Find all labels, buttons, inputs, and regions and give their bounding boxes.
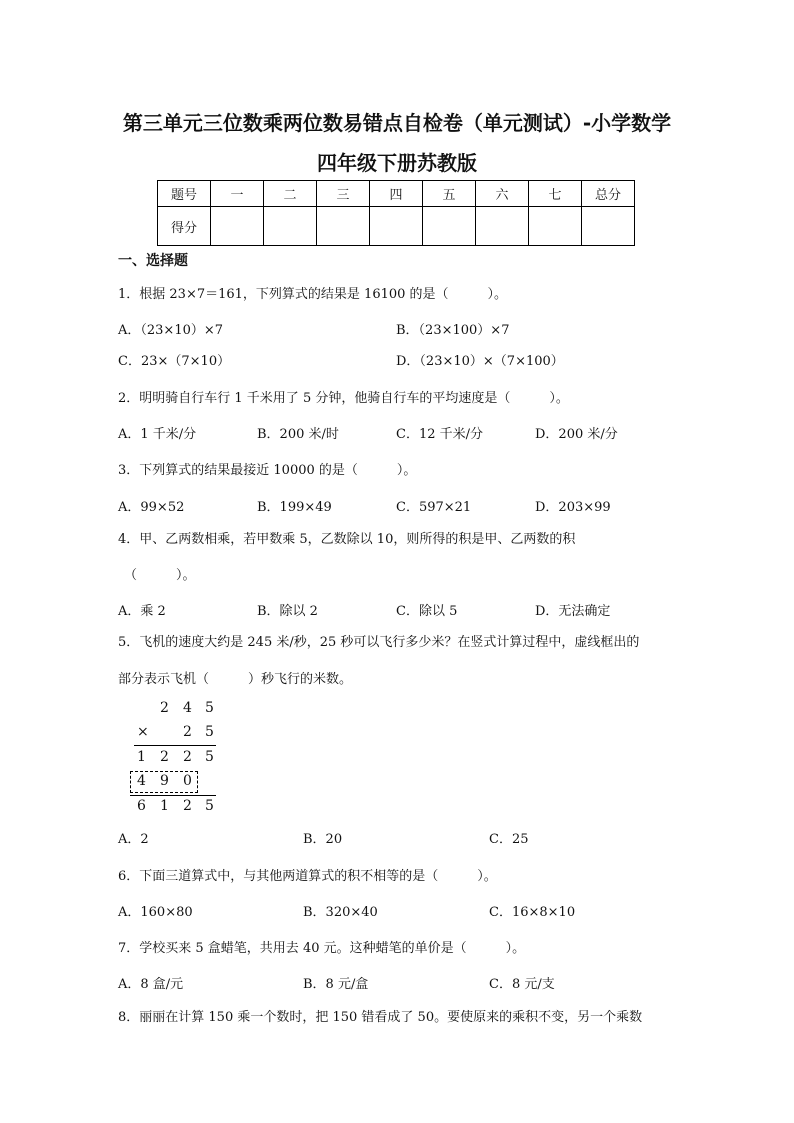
score-cell[interactable] bbox=[476, 207, 529, 246]
q1-option-a[interactable]: A．（23×10）×7 bbox=[118, 323, 224, 338]
calc-digit: 2 bbox=[183, 798, 192, 814]
score-cell[interactable] bbox=[423, 207, 476, 246]
score-cell[interactable] bbox=[317, 207, 370, 246]
calc-rule bbox=[134, 745, 216, 746]
calc-digit: 4 bbox=[137, 773, 146, 789]
question-4-stem-cont: （ ）。 bbox=[124, 568, 196, 583]
score-header-cell: 一 bbox=[211, 181, 264, 207]
question-5-stem-cont: 部分表示飞机（ ）秒飞行的米数。 bbox=[118, 672, 353, 687]
q7-option-a[interactable]: A．8 盒/元 bbox=[118, 977, 184, 992]
question-1-stem: 1．根据 23×7＝161，下列算式的结果是 16100 的是（ ）。 bbox=[118, 287, 508, 302]
q7-option-b[interactable]: B．8 元/盒 bbox=[303, 977, 369, 992]
score-row-label: 得分 bbox=[158, 207, 211, 246]
q4-option-b[interactable]: B．除以 2 bbox=[257, 604, 318, 619]
score-cell[interactable] bbox=[264, 207, 317, 246]
question-3-stem: 3．下列算式的结果最接近 10000 的是（ ）。 bbox=[118, 463, 417, 478]
q2-option-c[interactable]: C．12 千米/分 bbox=[396, 427, 484, 442]
question-4-stem: 4．甲、乙两数相乘，若甲数乘 5，乙数除以 10，则所得的积是甲、乙两数的积 bbox=[118, 532, 576, 547]
page-title: 第三单元三位数乘两位数易错点自检卷（单元测试）-小学数学 bbox=[122, 111, 672, 135]
calc-digit: 0 bbox=[183, 773, 192, 789]
calc-digit: 4 bbox=[183, 700, 192, 716]
q5-option-a[interactable]: A．2 bbox=[118, 832, 149, 847]
calc-digit: 5 bbox=[205, 798, 214, 814]
q6-option-a[interactable]: A．160×80 bbox=[118, 905, 193, 920]
q4-option-c[interactable]: C．除以 5 bbox=[396, 604, 458, 619]
calc-digit: 2 bbox=[160, 700, 169, 716]
q2-option-d[interactable]: D．200 米/分 bbox=[535, 427, 618, 442]
score-cell[interactable] bbox=[211, 207, 264, 246]
question-5-stem: 5．飞机的速度大约是 245 米/秒，25 秒可以飞行多少米？在竖式计算过程中，虚线框出的 bbox=[118, 635, 640, 650]
calc-digit: 5 bbox=[205, 700, 214, 716]
q2-option-b[interactable]: B．200 米/时 bbox=[257, 427, 339, 442]
calc-digit: 6 bbox=[137, 798, 146, 814]
calc-digit: 1 bbox=[137, 749, 146, 765]
score-table-score-row bbox=[158, 207, 635, 246]
score-table-header-row bbox=[158, 181, 635, 207]
page-subtitle: 四年级下册苏教版 bbox=[317, 151, 477, 175]
score-header-cell: 四 bbox=[370, 181, 423, 207]
score-header-cell: 五 bbox=[423, 181, 476, 207]
calc-digit: 1 bbox=[160, 798, 169, 814]
q3-option-d[interactable]: D．203×99 bbox=[535, 500, 611, 515]
score-header-cell: 二 bbox=[264, 181, 317, 207]
q6-option-c[interactable]: C．16×8×10 bbox=[489, 905, 576, 920]
score-header-cell: 题号 bbox=[158, 181, 211, 207]
q4-option-d[interactable]: D．无法确定 bbox=[535, 604, 611, 619]
question-6-stem: 6．下面三道算式中，与其他两道算式的积不相等的是（ ）。 bbox=[118, 869, 497, 884]
q7-option-c[interactable]: C．8 元/支 bbox=[489, 977, 555, 992]
times-sign: × bbox=[137, 724, 149, 740]
calc-digit: 2 bbox=[183, 749, 192, 765]
q1-option-d[interactable]: D．（23×10）×（7×100） bbox=[396, 354, 564, 369]
question-8-stem: 8．丽丽在计算 150 乘一个数时，把 150 错看成了 50。要使原来的乘积不变，另一个乘数 bbox=[118, 1010, 643, 1025]
q3-option-b[interactable]: B．199×49 bbox=[257, 500, 332, 515]
calc-digit: 5 bbox=[205, 724, 214, 740]
q2-option-a[interactable]: A．1 千米/分 bbox=[118, 427, 197, 442]
q3-option-c[interactable]: C．597×21 bbox=[396, 500, 472, 515]
score-header-cell: 总分 bbox=[582, 181, 635, 207]
calc-rule bbox=[130, 795, 216, 796]
q5-option-b[interactable]: B．20 bbox=[303, 832, 343, 847]
score-cell[interactable] bbox=[529, 207, 582, 246]
calc-digit: 2 bbox=[160, 749, 169, 765]
q1-option-b[interactable]: B．（23×100）×7 bbox=[396, 323, 510, 338]
score-cell[interactable] bbox=[370, 207, 423, 246]
score-cell[interactable] bbox=[582, 207, 635, 246]
question-7-stem: 7．学校买来 5 盒蜡笔，共用去 40 元。这种蜡笔的单价是（ ）。 bbox=[118, 941, 526, 956]
score-header-cell: 七 bbox=[529, 181, 582, 207]
calc-digit: 9 bbox=[160, 773, 169, 789]
question-2-stem: 2．明明骑自行车行 1 千米用了 5 分钟，他骑自行车的平均速度是（ ）。 bbox=[118, 391, 569, 406]
score-header-cell: 六 bbox=[476, 181, 529, 207]
vertical-multiplication bbox=[120, 700, 230, 820]
section-heading: 一、选择题 bbox=[118, 253, 188, 269]
q5-option-c[interactable]: C．25 bbox=[489, 832, 529, 847]
calc-digit: 5 bbox=[205, 749, 214, 765]
calc-digit: 2 bbox=[183, 724, 192, 740]
q3-option-a[interactable]: A．99×52 bbox=[118, 500, 185, 515]
q6-option-b[interactable]: B．320×40 bbox=[303, 905, 378, 920]
score-header-cell: 三 bbox=[317, 181, 370, 207]
q4-option-a[interactable]: A．乘 2 bbox=[118, 604, 166, 619]
q1-option-c[interactable]: C．23×（7×10） bbox=[118, 354, 231, 369]
score-table bbox=[157, 180, 635, 246]
